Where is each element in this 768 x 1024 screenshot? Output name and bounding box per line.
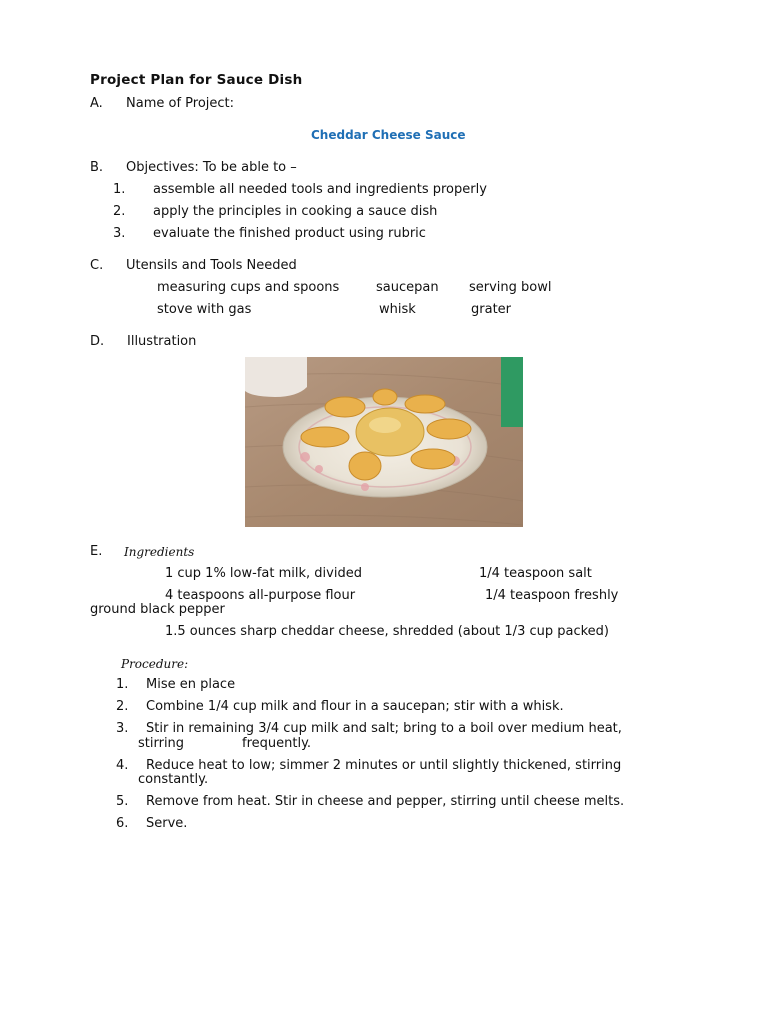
step-number: 2. [116,699,129,714]
step-wrap: constantly. [138,772,209,787]
objective-number: 2. [113,204,126,219]
section-c-label: Utensils and Tools Needed [126,258,297,273]
step-text: Serve. [146,816,188,831]
step-number: 1. [116,677,129,692]
section-b-label: Objectives: To be able to – [126,160,297,175]
step-wrap: stirring [138,736,185,751]
tool-item: saucepan [376,280,439,295]
ingredient-item: 1.5 ounces sharp cheddar cheese, shredded (about 1/3 cup packed) [165,624,609,639]
objective-text: evaluate the finished product using rubric [153,226,426,241]
section-b-letter: B. [90,160,104,175]
step-number: 4. [116,758,129,773]
procedure-label: Procedure: [121,657,189,671]
tool-item: whisk [379,302,416,317]
ingredient-item: 1/4 teaspoon freshly [485,588,619,603]
step-wrap: frequently. [242,736,312,751]
page-title: Project Plan for Sauce Dish [90,72,303,88]
tool-item: stove with gas [157,302,252,317]
step-text: Stir in remaining 3/4 cup milk and salt; bring to a boil over medium heat, [146,721,622,736]
objective-number: 1. [113,182,126,197]
tool-item: grater [471,302,512,317]
section-e-label: Ingredients [124,545,195,559]
step-text: Mise en place [146,677,236,692]
objective-text: assemble all needed tools and ingredients properly [153,182,487,197]
tool-item: serving bowl [469,280,552,295]
step-text: Reduce heat to low; simmer 2 minutes or until slightly thickened, stirring [146,758,622,773]
section-a-letter: A. [90,96,103,111]
step-number: 3. [116,721,129,736]
step-number: 5. [116,794,129,809]
section-d-label: Illustration [127,334,197,349]
project-name: Cheddar Cheese Sauce [311,128,466,142]
step-text: Remove from heat. Stir in cheese and pepper, stirring until cheese melts. [146,794,625,809]
tool-item: measuring cups and spoons [157,280,340,295]
section-d-letter: D. [90,334,105,349]
section-a-label: Name of Project: [126,96,235,111]
objective-text: apply the principles in cooking a sauce dish [153,204,438,219]
section-e-letter: E. [90,544,103,559]
dish-photo [245,357,523,527]
section-c-letter: C. [90,258,104,273]
ingredient-item: 1 cup 1% low-fat milk, divided [165,566,362,581]
objective-number: 3. [113,226,126,241]
ingredient-item: 1/4 teaspoon salt [479,566,592,581]
step-text: Combine 1/4 cup milk and flour in a saucepan; stir with a whisk. [146,699,564,714]
step-number: 6. [116,816,129,831]
ingredient-item: 4 teaspoons all-purpose flour [165,588,356,603]
ingredient-wrap: ground black pepper [90,602,225,617]
